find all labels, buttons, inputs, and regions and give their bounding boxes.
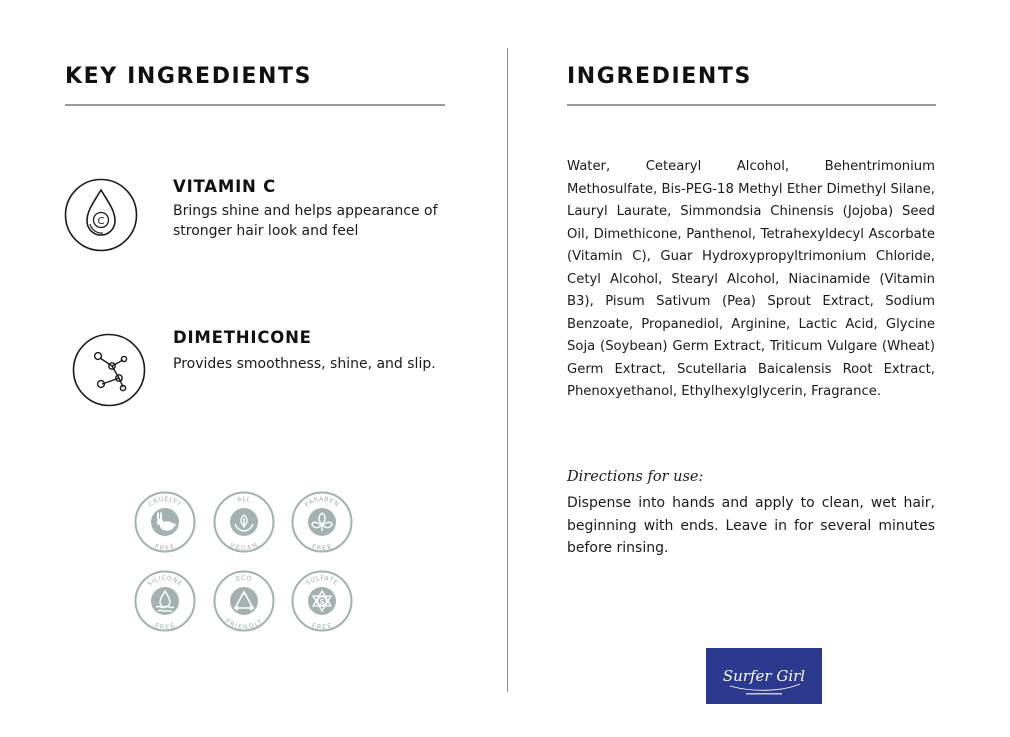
all-vegan-badge xyxy=(213,491,275,553)
directions-text: Dispense into hands and apply to clean, wet hair, beginning with ends. Leave in for several minutes before rinsing. xyxy=(567,495,935,556)
svg-text:FREE: FREE xyxy=(153,543,177,553)
vitamin-c-title: VITAMIN C xyxy=(173,177,277,196)
svg-text:FRIENDLY: FRIENDLY xyxy=(223,617,265,632)
svg-text:S: S xyxy=(319,598,325,606)
sulfate-free-badge xyxy=(291,570,353,632)
silicone-free-badge xyxy=(134,570,196,632)
vitamin-c-description: Brings shine and helps appearance of stronger hair look and feel xyxy=(173,203,438,239)
directions-title: Directions for use: xyxy=(567,469,704,485)
svg-text:ALL: ALL xyxy=(236,495,252,504)
svg-text:FREE: FREE xyxy=(153,622,177,632)
svg-text:SULFATE: SULFATE xyxy=(304,574,340,588)
vitamin-c-drop-icon xyxy=(63,177,139,253)
svg-text:PARABEN: PARABEN xyxy=(303,495,341,509)
svg-text:FREE: FREE xyxy=(310,622,334,632)
ingredients-rule xyxy=(567,104,936,106)
molecule-icon xyxy=(71,332,147,408)
eco-friendly-badge xyxy=(213,570,275,632)
svg-text:VEGAN: VEGAN xyxy=(228,541,260,553)
svg-text:C: C xyxy=(97,216,105,227)
dimethicone-description: Provides smoothness, shine, and slip. xyxy=(173,356,436,372)
dimethicone-title: DIMETHICONE xyxy=(173,328,312,347)
column-divider xyxy=(507,48,508,692)
key-ingredients-heading: KEY INGREDIENTS xyxy=(65,64,313,89)
paraben-free-badge xyxy=(291,491,353,553)
svg-text:Surfer Girl: Surfer Girl xyxy=(722,667,806,685)
cruelty-free-badge xyxy=(134,491,196,553)
svg-text:ECO: ECO xyxy=(235,574,253,584)
ingredients-heading: INGREDIENTS xyxy=(567,64,752,89)
brand-logo xyxy=(706,648,822,704)
ingredients-list: Water, Cetearyl Alcohol, Behentrimonium Methosulfate, Bis-PEG-18 Methyl Ether Dimethyl Silane, Lauryl Laurate, Simmondsia Chinensis (Jojoba) Seed Oil, Dimethicone, Panthenol, Tetrahexyldecyl Ascorbate (Vitamin C), Guar Hydroxypropyltrimonium Chloride, Cetyl Alcohol, Stearyl Alcohol, Niacinamide (Vitamin B3), Pisum Sativum (Pea) Sprout Extract, Sodium Benzoate, Propanediol, Arginine, Lactic Acid, Glycine Soja (Soybean) Germ Extract, Triticum Vulgare (Wheat) Germ Extract, Scutellaria Baicalensis Root Extract, Phenoxyethanol, Ethylhexylglycerin, Fragrance. xyxy=(567,159,935,399)
svg-text:FREE: FREE xyxy=(310,543,334,553)
svg-text:CRUELTY: CRUELTY xyxy=(147,495,183,509)
svg-text:SILICONE: SILICONE xyxy=(146,574,184,589)
key-ingredients-rule xyxy=(65,104,445,106)
